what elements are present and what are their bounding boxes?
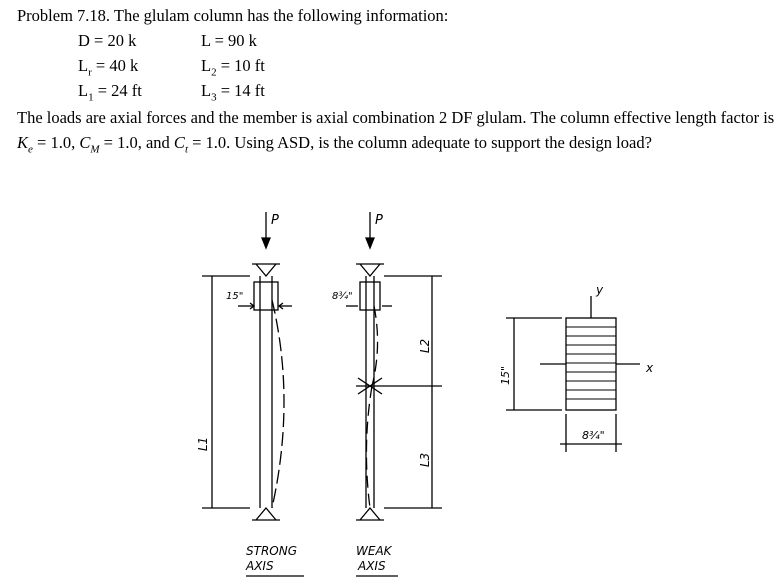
l1-symbol: L	[78, 81, 89, 100]
cross-section	[506, 296, 640, 452]
l3-symbol: L	[201, 81, 212, 100]
para-part-3: = 1.0, and	[99, 133, 174, 152]
l2-label: L2	[418, 338, 433, 354]
lr-value: = 40 k	[91, 56, 139, 75]
top-pin-triangle-left	[256, 264, 276, 276]
cap-plate-right	[360, 282, 380, 310]
cap-plate-left	[254, 282, 278, 310]
ke-symbol: K	[17, 133, 29, 152]
section-outline	[566, 318, 616, 410]
given-live-load: L = 90 k	[201, 31, 257, 50]
strong-axis-label-1: STRONG	[246, 544, 298, 558]
cm-symbol: C	[79, 133, 91, 152]
arrowhead-left	[262, 238, 270, 248]
weak-axis-label-2: AXIS	[358, 559, 386, 573]
y-axis-label: y	[596, 283, 604, 297]
strong-axis-label-2: AXIS	[246, 559, 274, 573]
lr-symbol: L	[78, 56, 89, 75]
buckled-shape-weak-upper	[372, 306, 378, 386]
problem-title: Problem 7.18. The glulam column has the following information:	[17, 6, 449, 25]
lamination-lines	[566, 327, 616, 399]
cm-subscript: M	[90, 143, 100, 156]
x-axis-label: x	[646, 361, 654, 375]
dim-834-label: 8¾"	[332, 291, 353, 302]
given-dead-load: D = 20 k	[78, 31, 137, 50]
lr-subscript: r	[88, 66, 92, 79]
l3-subscript: 3	[211, 91, 217, 104]
load-label-right: P	[375, 213, 383, 228]
section-width-label: 8¾"	[582, 429, 605, 442]
l3-value: = 14 ft	[216, 81, 265, 100]
top-pin-triangle-right	[360, 264, 380, 276]
l3-label: L3	[418, 452, 433, 468]
l2-subscript: 2	[211, 66, 217, 79]
l2-symbol: L	[201, 56, 212, 75]
strong-axis-column	[202, 212, 292, 520]
l2-value: = 10 ft	[216, 56, 265, 75]
weak-axis-column	[346, 212, 442, 520]
ct-symbol: C	[173, 133, 185, 152]
buckled-shape-strong	[272, 300, 284, 508]
dim-15-label: 15"	[226, 291, 244, 302]
l1-value: = 24 ft	[93, 81, 142, 100]
section-depth-label: 15"	[499, 365, 513, 386]
arrowhead-right	[366, 238, 374, 248]
bottom-pin-triangle-right	[360, 508, 380, 520]
para-part-1: The loads are axial forces and the member is axial combination 2 DF glulam. The column effective length factor is	[17, 108, 775, 127]
l1-subscript: 1	[88, 91, 94, 104]
bottom-pin-triangle-left	[256, 508, 276, 520]
para-part-2: = 1.0,	[32, 133, 80, 152]
para-part-4: = 1.0. Using ASD, is the column adequate to support the design load?	[188, 133, 652, 152]
ct-subscript: t	[184, 143, 188, 156]
buckled-shape-weak-lower	[366, 386, 372, 508]
l1-label: L1	[196, 436, 211, 452]
load-label-left: P	[271, 213, 279, 228]
ke-subscript: e	[28, 143, 33, 156]
weak-axis-label-1: WEAK	[356, 544, 392, 558]
